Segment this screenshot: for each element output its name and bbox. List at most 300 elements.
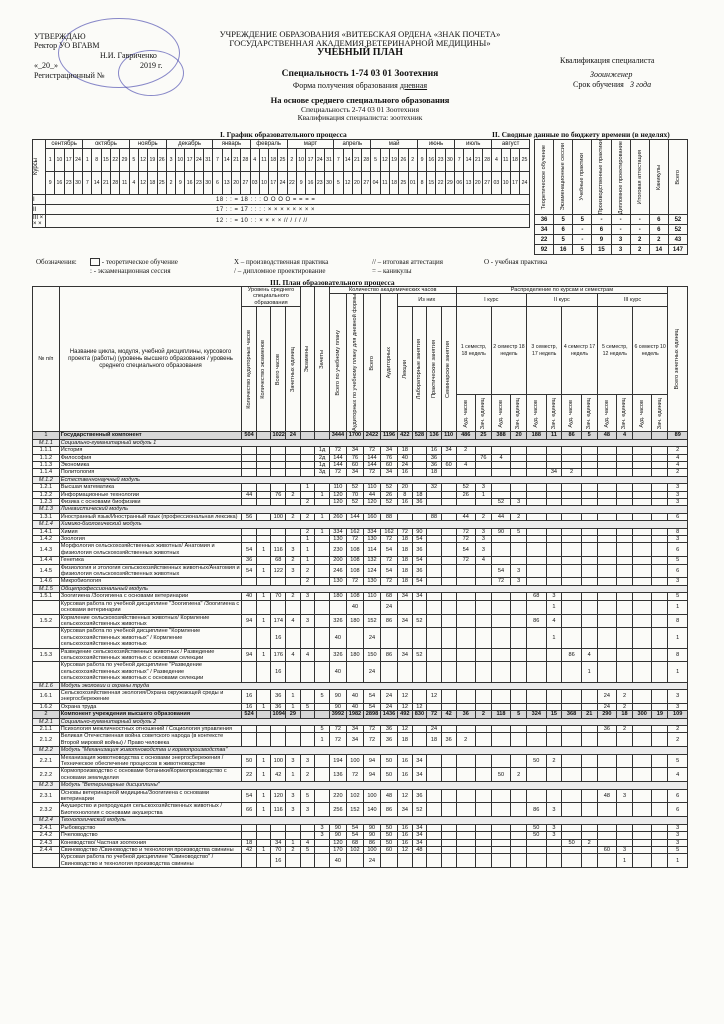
row-name: Кормопроизводство с основами ботаники/Кормопроизводство с основами земледелия [59,768,242,782]
row-cell: 108 [346,543,363,557]
bottom-day: 2 [166,172,175,195]
row-cell [441,832,456,839]
row-cell [652,789,668,803]
row-cell: 24 [597,689,616,703]
row-cell: 12 [398,703,413,710]
row-cell: 34 [346,469,363,476]
row-cell [491,846,510,853]
schedule-course: II [33,205,46,215]
row-cell: 34 [271,839,286,846]
row-cell: 220 [329,789,346,803]
row-cell: 36 [412,789,427,803]
header-sem-col-text: Ауд. часов [603,399,610,428]
schedule-marks: 12 : : = 10 : : × × × × // / / / // [46,215,530,228]
budget-cell: 5 [573,245,592,255]
row-cell: 29 [286,711,301,718]
row-cell [581,628,597,648]
row-cell: 34 [346,726,363,733]
row-cell: 188 [527,432,546,439]
row-name: Общепрофессиональный модуль [59,585,687,592]
row-cell: 4 [546,614,562,628]
row-cell [256,578,271,585]
bottom-day: 27 [482,172,491,195]
row-cell: 36 [412,543,427,557]
row-cell: 1 [300,543,315,557]
budget-header-text: Экзаменационные сессии [560,143,567,211]
row-cell: 6 [668,564,688,578]
row-cell [581,733,597,747]
row-cell: 1 [300,536,315,543]
schedule-course: I [33,195,46,205]
row-cell [456,824,475,831]
row-cell [562,803,581,817]
row-number: 1.6.2 [33,703,60,710]
row-cell: 24 [363,628,380,648]
term-value: 3 года [630,80,652,89]
bottom-day: 03 [250,172,259,195]
row-cell: 54 [456,543,475,557]
row-cell: 130 [329,578,346,585]
header-sem-col-text: Ауд. часов [533,399,540,428]
row-cell: 524 [242,711,257,718]
legend-item-5: = – каникулы [372,267,412,275]
row-cell [491,614,510,628]
row-cell: 2 [546,754,562,768]
row-cell: 24 [381,689,398,703]
row-cell [475,628,491,648]
row-cell: 76 [475,454,491,461]
top-day: 10 [176,149,185,172]
row-cell: 2 [286,557,301,564]
row-cell: 70 [271,593,286,600]
bottom-day: 29 [445,172,454,195]
row-cell: 1 [668,600,688,614]
budget-header-7 [668,140,687,215]
row-cell [511,469,527,476]
row-cell: 1 [286,768,301,782]
row-cell: 260 [329,513,346,520]
header-incl-col-1 [412,307,427,432]
budget-cell: 36 [535,215,554,225]
row-cell [456,662,475,682]
row-cell: 24 [381,703,398,710]
row-cell: 3 [668,484,688,491]
row-name: Рыбоводство [59,824,242,831]
row-cell: 152 [363,614,380,628]
row-cell [581,557,597,564]
month-2: ноябрь [129,140,166,149]
row-cell [546,461,562,468]
row-cell: 486 [456,432,475,439]
row-cell [581,528,597,535]
table-row [33,600,688,614]
budget-cell: 5 [573,215,592,225]
row-cell [256,461,271,468]
row-cell [527,461,546,468]
bottom-day: 10 [501,172,510,195]
table-row [33,733,688,747]
row-number: М.2.1 [33,718,60,725]
row-cell [632,454,651,461]
table-row [33,439,688,446]
header-incl-col-3 [441,307,456,432]
table-row [33,854,688,868]
row-cell [427,824,442,831]
row-cell [597,536,616,543]
row-cell [562,543,581,557]
form-value: дневная [399,81,428,90]
row-cell: 136 [329,768,346,782]
row-cell: 54 [412,536,427,543]
row-name: Великая Отечественная война советского народа (в контексте Второй мировой войны) / Право человека [59,733,242,747]
row-cell [300,733,315,747]
row-number: 1.4.1 [33,528,60,535]
header-hours-col-3 [381,294,398,432]
row-cell [441,648,456,662]
row-cell [652,733,668,747]
bottom-day: 23 [315,172,324,195]
row-cell [511,614,527,628]
row-cell: 72 [381,578,398,585]
bottom-day: 22 [436,172,445,195]
row-cell: 72 [427,711,442,718]
row-cell: 1 [475,491,491,498]
row-cell [329,600,346,614]
row-cell [632,578,651,585]
header-hours-col-1 [346,294,363,432]
row-cell: 16 [398,754,413,768]
row-cell [632,726,651,733]
row-cell [300,491,315,498]
row-cell [511,593,527,600]
row-cell: 2 [475,513,491,520]
row-cell: 110 [363,593,380,600]
row-cell [652,662,668,682]
row-cell: 34 [381,469,398,476]
basis-line: На основе среднего специального образования [270,95,450,105]
row-cell: 72 [363,447,380,454]
row-cell [456,846,475,853]
row-cell [456,600,475,614]
row-cell [256,726,271,733]
row-cell: 194 [329,754,346,768]
row-name: Информационные технологии [59,491,242,498]
row-cell: 24 [398,461,413,468]
row-cell [441,628,456,648]
top-day: 24 [194,149,203,172]
row-number: 1.6.1 [33,689,60,703]
header-sem-col-text: Зач. единиц [621,397,628,429]
row-cell [315,614,330,628]
table-row [33,469,688,476]
row-cell [441,614,456,628]
row-number: 1.2.3 [33,499,60,506]
row-cell [315,536,330,543]
row-cell [511,754,527,768]
row-cell [286,447,301,454]
bottom-day: 9 [176,172,185,195]
course-header-text: Курсы [33,158,39,176]
row-cell [286,454,301,461]
row-cell [511,703,527,710]
row-cell [581,832,597,839]
row-name: Пчеловодство [59,832,242,839]
header-sem-col [511,395,527,432]
row-cell: 3 [668,536,688,543]
month-6: март [287,140,333,149]
row-cell [271,528,286,535]
row-cell: 34 [381,447,398,454]
row-cell: 150 [363,648,380,662]
row-cell [491,726,510,733]
row-cell: 1 [256,593,271,600]
budget-cell: 9 [592,235,611,245]
row-cell: 16 [271,662,286,682]
row-cell [441,854,456,868]
row-cell: 3 [511,578,527,585]
row-cell [427,832,442,839]
row-cell [581,768,597,782]
row-cell [527,703,546,710]
row-cell [597,600,616,614]
row-cell: 130 [363,536,380,543]
top-day: 10 [55,149,64,172]
row-cell [315,593,330,600]
row-cell: 76 [271,491,286,498]
row-cell: 72 [346,578,363,585]
row-cell: 3 [475,536,491,543]
approval-line-5: 2019 г. [140,61,163,70]
row-cell [456,854,475,868]
row-name: Механизация животноводства с основами энергосбережения / Техническое обеспечение процессов в животноводстве [59,754,242,768]
row-cell: 72 [456,557,475,564]
row-cell [441,543,456,557]
row-cell: 110 [441,432,456,439]
row-cell [456,614,475,628]
row-cell [256,824,271,831]
row-cell [511,461,527,468]
table-row [33,593,688,600]
row-cell [527,733,546,747]
row-cell [597,593,616,600]
row-cell [491,824,510,831]
legend-box-icon [90,258,100,266]
row-cell [315,628,330,648]
row-cell: 60 [381,461,398,468]
budget-cell: 14 [649,245,668,255]
row-cell: 36 [271,703,286,710]
row-cell [315,711,330,718]
row-cell: 52 [381,484,398,491]
row-cell [315,578,330,585]
row-cell: 108 [346,593,363,600]
bottom-day: 12 [343,172,352,195]
qualification-label: Квалификация специалиста [560,56,655,65]
row-cell: 368 [562,711,581,718]
bottom-day: 25 [157,172,166,195]
row-cell: 50 [242,754,257,768]
row-cell [271,832,286,839]
row-cell: 70 [271,846,286,853]
row-cell: 20 [398,484,413,491]
row-cell [652,600,668,614]
row-cell: 20 [511,432,527,439]
row-cell: 2 [300,513,315,520]
row-cell: 34 [412,768,427,782]
row-cell: 36 [441,733,456,747]
header-semester-4: 5 семестр, 12 недель [597,307,632,395]
row-cell [271,469,286,476]
row-cell [256,839,271,846]
course-header [33,140,46,195]
row-cell [617,469,633,476]
row-cell: 1 [286,703,301,710]
row-cell: 72 [456,536,475,543]
row-cell [286,578,301,585]
table-row [33,543,688,557]
bottom-day: 20 [231,172,240,195]
row-cell [511,839,527,846]
row-cell [456,703,475,710]
header-sem-col [617,395,633,432]
budget-header-text: Каникулы [655,164,662,190]
row-cell [632,536,651,543]
row-cell [412,454,427,461]
row-cell [652,461,668,468]
row-cell: 4 [286,614,301,628]
bottom-day: 11 [380,172,389,195]
bottom-day: 25 [399,172,408,195]
row-cell: 26 [381,491,398,498]
row-cell [632,499,651,506]
row-cell [617,614,633,628]
row-cell: 144 [329,454,346,461]
row-name: Политология [59,469,242,476]
row-cell: 1 [256,754,271,768]
row-cell [491,662,510,682]
row-cell: 34 [412,839,427,846]
row-cell [546,499,562,506]
row-cell [581,789,597,803]
row-number: 2.4.1 [33,824,60,831]
row-cell: 102 [346,846,363,853]
row-cell: 90 [363,832,380,839]
schedule-table [32,139,530,228]
row-cell [562,513,581,520]
row-cell: 50 [381,832,398,839]
row-cell: 52 [491,499,510,506]
row-cell [511,543,527,557]
header-credits-text: Зачеты [318,349,325,369]
row-cell [427,768,442,782]
row-cell [271,578,286,585]
header-sso-col-1-text: Количество экзаменов [260,339,267,399]
header-sem-col [652,395,668,432]
row-cell: 54 [363,703,380,710]
row-cell [597,543,616,557]
row-cell [597,614,616,628]
row-name: Социально-гуманитарный модуль 2 [59,718,687,725]
month-3: декабрь [166,140,212,149]
row-cell [427,491,442,498]
row-number: 2.2.2 [33,768,60,782]
row-name: Основы ветеринарной медицины/Зоогигиена с основами ветеринарии [59,789,242,803]
header-sem-col [597,395,616,432]
row-cell: 1 [617,854,633,868]
row-cell: 3 [546,803,562,817]
table-row [33,432,688,439]
row-cell [511,600,527,614]
row-cell [315,854,330,868]
bottom-day: 14 [92,172,101,195]
row-cell [632,447,651,454]
row-cell: 1 [668,854,688,868]
row-cell [632,513,651,520]
row-cell: 1 [315,733,330,747]
row-cell: 152 [346,803,363,817]
row-cell [412,461,427,468]
row-number: М.1.1 [33,439,60,446]
row-cell: 2422 [363,432,380,439]
row-cell: 130 [329,536,346,543]
row-cell: 1 [315,513,330,520]
row-cell: 2 [456,733,475,747]
row-cell [581,484,597,491]
budget-header-text: Учебные практики [579,153,586,201]
row-cell: 144 [329,461,346,468]
row-cell [381,628,398,648]
row-cell: 5 [511,711,527,718]
budget-header-6 [649,140,668,215]
row-name: Государственный компонент [59,432,242,439]
bottom-day: 12 [138,172,147,195]
row-cell: 50 [381,824,398,831]
bottom-day: 8 [417,172,426,195]
row-number: 2.4.4 [33,846,60,853]
budget-cell: 3 [611,235,630,245]
row-cell: 54 [346,824,363,831]
row-cell: 34 [398,614,413,628]
row-cell [271,454,286,461]
header-sem-col-text: Зач. единиц [550,397,557,429]
row-cell [632,846,651,853]
row-cell [511,824,527,831]
row-cell [456,789,475,803]
row-cell [511,733,527,747]
header-hours-col-0-text: Всего по учебному плану [334,330,341,396]
row-cell [286,484,301,491]
row-cell: 3 [300,754,315,768]
row-name: Курсовая работа по учебной дисциплине "Разведение сельскохозяйственных животных" / Разведение сельскохозяйственных животных с основами селекции [59,662,242,682]
row-cell: 116 [271,543,286,557]
row-cell: 118 [491,711,510,718]
header-hours-col-0 [329,294,346,432]
row-cell [652,832,668,839]
row-cell [562,536,581,543]
budget-header-4 [611,140,630,215]
row-cell: 15 [546,711,562,718]
top-day: 18 [510,149,519,172]
row-cell [300,854,315,868]
row-cell [475,789,491,803]
top-day: 18 [269,149,278,172]
bottom-day: 16 [306,172,315,195]
row-cell [632,789,651,803]
budget-header-3 [592,140,611,215]
row-cell [242,733,257,747]
bottom-day: 24 [278,172,287,195]
row-cell [346,662,363,682]
